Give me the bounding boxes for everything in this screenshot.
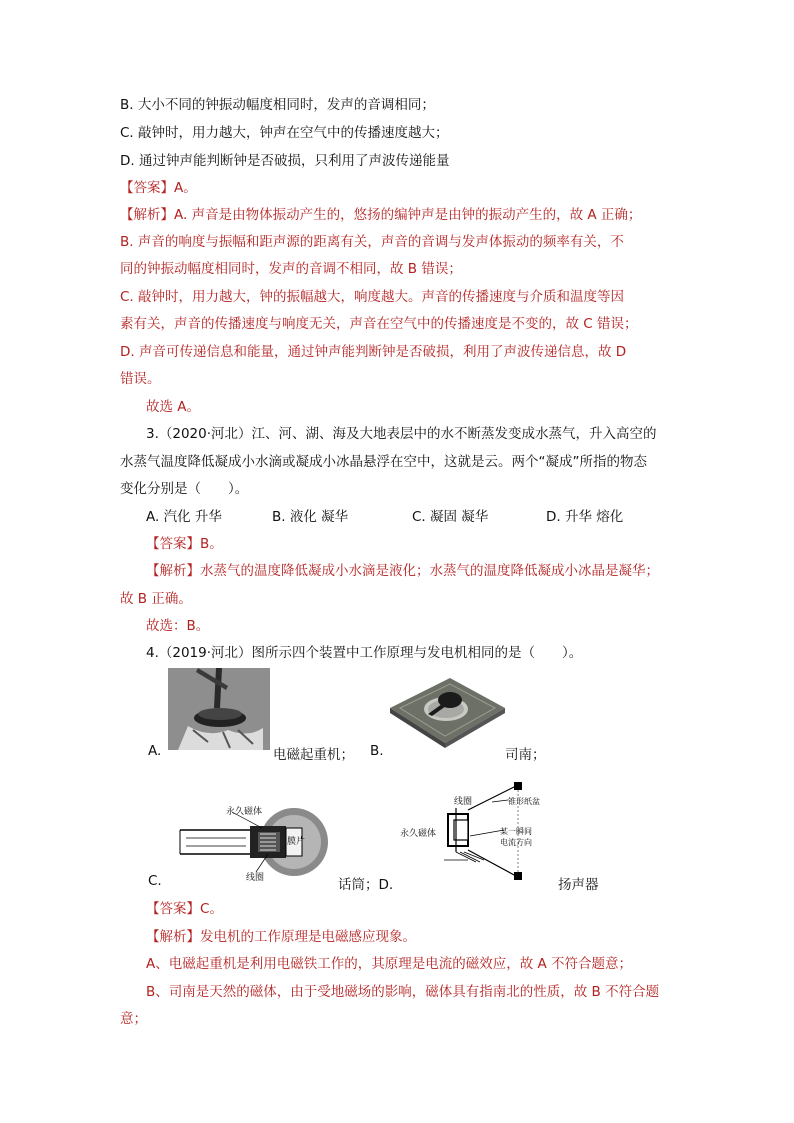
option-d: D. 通过钟声能判断钟是否破损，只利用了声波传递能量 [120,153,450,169]
q3-analysis: 故 B 正确。 [120,591,192,607]
q4-answer: 【答案】C。 [146,901,223,917]
q2-analysis: D. 声音可传递信息和能量，通过钟声能判断钟是否破损，利用了声波传递信息，故 D [120,344,627,360]
q4-caption-a: 电磁起重机； [273,747,354,763]
q4-label-a: A. [148,743,162,759]
q2-analysis: 同的钟振动幅度相同时，发声的音调不相同，故 B 错误； [120,261,462,277]
q3-choice: 故选：B。 [146,618,210,634]
q3-option-a: A. 汽化 升华 [146,509,222,525]
spk-magnet-label: 永久磁体 [400,829,437,839]
q4-caption-b: 司南； [505,747,546,763]
q2-analysis: 素有关，声音的传播速度与响度无关，声音在空气中的传播速度是不变的，故 C 错误； [120,316,638,332]
q4-stem: 4.（2019·河北）图所示四个装置中工作原理与发电机相同的是（ ）。 [146,645,583,661]
q4-caption-c: 话筒；D. [338,877,394,893]
q3-option-c: C. 凝固 凝华 [412,509,489,525]
q4-label-b: B. [370,743,384,759]
option-b: B. 大小不同的钟振动幅度相同时，发声的音调相同； [120,97,435,113]
q3-stem: 3.（2020·河北）江、河、湖、海及大地表层中的水不断蒸发变成水蒸气，升入高空的 [146,426,657,442]
q2-choice: 故选 A。 [146,399,201,415]
q3-stem: 水蒸气温度降低凝成小水滴或凝成小冰晶悬浮在空中，这就是云。两个“凝成”所指的物态 [120,454,647,470]
spk-current-label: 某一瞬间 [500,827,532,836]
q4-analysis: 【解析】发电机的工作原理是电磁感应现象。 [146,929,416,945]
q2-analysis: B. 声音的响度与振幅和距声源的距离有关，声音的音调与发声体振动的频率有关，不 [120,234,624,250]
q4-caption-d: 扬声器 [558,877,599,893]
q3-option-d: D. 升华 熔化 [546,509,624,525]
q4-analysis: B、司南是天然的磁体，由于受地磁场的影响，磁体具有指南北的性质，故 B 不符合题 [146,984,660,1000]
mic-diaphragm-label: 膜片 [287,837,306,847]
q2-answer: 【答案】A。 [120,180,197,196]
q3-stem: 变化分别是（ ）。 [120,481,249,497]
q3-answer: 【答案】B。 [146,536,223,552]
q3-option-b: B. 液化 凝华 [272,509,349,525]
option-c: C. 敲钟时，用力越大，钟声在空气中的传播速度越大； [120,125,449,141]
spk-coil-label: 线圈 [454,797,473,807]
q2-analysis: 错误。 [120,371,161,387]
q2-analysis: 【解析】A. 声音是由物体振动产生的，悠扬的编钟声是由钟的振动产生的，故 A 正确； [120,207,642,223]
spk-cone-label: 锥形纸盆 [508,797,540,806]
crane-photo [168,668,270,750]
q4-label-c: C. [148,873,162,889]
mic-coil-label: 线圈 [246,873,265,883]
sinan-image [380,668,510,750]
q3-analysis: 【解析】水蒸气的温度降低凝成小水滴是液化；水蒸气的温度降低凝成小冰晶是凝华； [146,563,659,579]
q2-analysis: C. 敲钟时，用力越大，钟的振幅越大，响度越大。声音的传播速度与介质和温度等因 [120,289,625,305]
q4-analysis: A、电磁起重机是利用电磁铁工作的，其原理是电流的磁效应，故 A 不符合题意； [146,956,633,972]
q4-analysis: 意； [120,1011,147,1027]
mic-magnet-label: 永久磁体 [226,807,263,817]
microphone-diagram [176,800,336,882]
loudspeaker-diagram [400,780,560,880]
spk-current-label: 电流方向 [500,838,532,847]
